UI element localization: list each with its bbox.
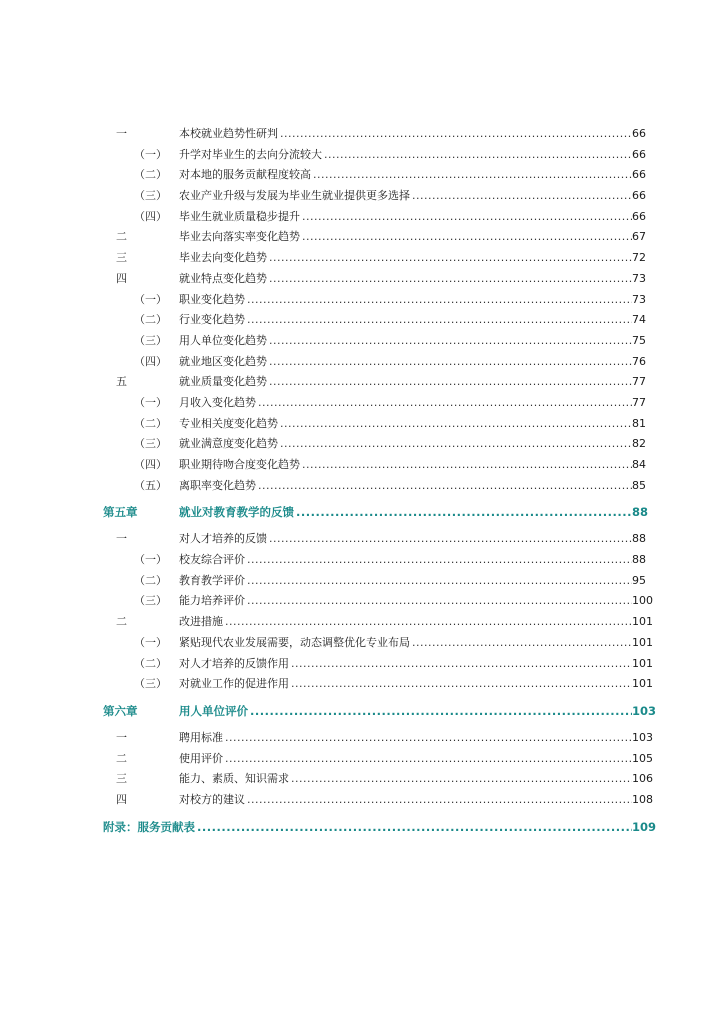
dot-leader bbox=[225, 749, 632, 770]
toc-entry-title-line bbox=[179, 290, 632, 311]
toc-entry-title: 能力、素质、知识需求 bbox=[179, 772, 289, 786]
toc-entry-title-line bbox=[179, 269, 632, 290]
toc-entry[interactable] bbox=[0, 499, 724, 526]
toc-entry-title: 对本地的服务贡献程度较高 bbox=[179, 168, 311, 182]
toc-entry-title: 对校方的建议 bbox=[179, 792, 245, 806]
toc-entry-title-line bbox=[179, 248, 632, 269]
toc-entry-page: 88 bbox=[632, 532, 646, 546]
toc-entry-title: 升学对毕业生的去向分流较大 bbox=[179, 147, 322, 161]
toc-entry-number: （一） bbox=[134, 635, 167, 649]
dot-leader bbox=[291, 654, 632, 675]
toc-entry-title-line bbox=[179, 227, 632, 248]
toc-entry[interactable] bbox=[0, 728, 724, 749]
toc-entry-number: 五 bbox=[116, 375, 127, 389]
toc-entry[interactable] bbox=[0, 352, 724, 373]
toc-entry-page: 100 bbox=[632, 594, 653, 608]
toc-entry-page: 73 bbox=[632, 292, 646, 306]
toc-entry-page: 95 bbox=[632, 573, 646, 587]
toc-entry-title-line bbox=[179, 499, 632, 526]
toc-entry-title: 月收入变化趋势 bbox=[179, 395, 256, 409]
toc-entry-number: （四） bbox=[134, 354, 167, 368]
toc-entry-number: 二 bbox=[116, 751, 127, 765]
toc-entry-page: 84 bbox=[632, 458, 646, 471]
toc-entry[interactable] bbox=[0, 124, 724, 145]
toc-entry-title: 农业产业升级与发展为毕业生就业提供更多选择 bbox=[179, 189, 410, 203]
dot-leader bbox=[247, 290, 632, 311]
toc-entry-title-line bbox=[179, 571, 632, 592]
toc-entry-number: 二 bbox=[116, 230, 127, 244]
toc-entry-title: 对就业工作的促进作用 bbox=[179, 677, 289, 691]
toc-entry-title: 紧贴现代农业发展需要，动态调整优化专业布局 bbox=[179, 635, 410, 649]
toc-entry-number: 第五章 bbox=[103, 505, 138, 520]
toc-entry-page: 66 bbox=[632, 189, 646, 203]
toc-entry-title: 改进措施 bbox=[179, 615, 223, 629]
toc-entry-title-line bbox=[179, 165, 632, 186]
toc-entry-page: 73 bbox=[632, 271, 646, 285]
toc-entry-title-line bbox=[179, 372, 632, 393]
toc-entry-number: （一） bbox=[134, 292, 167, 306]
toc-entry-number: 四 bbox=[116, 792, 127, 806]
toc-entry[interactable] bbox=[0, 633, 724, 654]
toc-entry-number: （二） bbox=[134, 416, 167, 430]
toc-entry-number: （二） bbox=[134, 313, 167, 327]
toc-entry-title-line bbox=[179, 186, 632, 207]
toc-entry[interactable] bbox=[0, 698, 724, 725]
dot-leader bbox=[313, 165, 632, 186]
toc-entry-title: 本校就业趋势性研判 bbox=[179, 127, 278, 140]
toc-entry-number: 第六章 bbox=[103, 703, 138, 718]
toc-entry-page: 85 bbox=[632, 478, 646, 492]
dot-leader bbox=[269, 529, 632, 550]
toc-entry-title: 校友综合评价 bbox=[179, 553, 245, 567]
toc-entry-title: 专业相关度变化趋势 bbox=[179, 416, 278, 430]
toc-entry-number: 三 bbox=[116, 251, 127, 265]
toc-entry[interactable] bbox=[0, 248, 724, 269]
dot-leader bbox=[269, 352, 632, 373]
toc-entry-page: 106 bbox=[632, 772, 653, 786]
toc-entry-number: （二） bbox=[134, 656, 167, 670]
toc-entry-title-line bbox=[179, 529, 632, 550]
toc-entry-title-line bbox=[179, 207, 632, 228]
toc-entry-title: 用人单位评价 bbox=[179, 703, 248, 718]
toc-entry-page: 103 bbox=[632, 730, 653, 744]
toc-entry[interactable] bbox=[0, 414, 724, 435]
dot-leader bbox=[258, 476, 632, 497]
toc-entry-title-line bbox=[179, 455, 632, 476]
toc-entry-title: 行业变化趋势 bbox=[179, 313, 245, 327]
toc-entry-title-line bbox=[179, 550, 632, 571]
toc-entry-page: 103 bbox=[632, 703, 657, 718]
toc-entry[interactable] bbox=[0, 612, 724, 633]
toc-entry-title: 用人单位变化趋势 bbox=[179, 333, 267, 347]
dot-leader bbox=[302, 455, 632, 476]
toc-entry[interactable] bbox=[0, 227, 724, 248]
toc-entry-page: 75 bbox=[632, 333, 646, 347]
toc-entry-title: 离职率变化趋势 bbox=[179, 478, 256, 492]
toc-entry-title-line bbox=[179, 310, 632, 331]
toc-entry-title: 职业期待吻合度变化趋势 bbox=[179, 458, 300, 471]
toc-entry-page: 76 bbox=[632, 354, 646, 368]
toc-entry[interactable] bbox=[0, 571, 724, 592]
toc-entry-number: （三） bbox=[134, 333, 167, 347]
toc-entry[interactable] bbox=[0, 331, 724, 352]
toc-entry[interactable] bbox=[0, 550, 724, 571]
dot-leader bbox=[280, 434, 632, 455]
toc-entry-title-line bbox=[179, 698, 632, 725]
dot-leader bbox=[225, 728, 632, 749]
toc-entry[interactable] bbox=[0, 455, 724, 476]
toc-entry-page: 67 bbox=[632, 230, 646, 244]
toc-entry-page: 101 bbox=[632, 635, 653, 649]
toc-entry-number: （五） bbox=[134, 478, 167, 492]
dot-leader bbox=[269, 269, 632, 290]
toc-entry-page: 101 bbox=[632, 656, 653, 670]
toc-entry-page: 77 bbox=[632, 395, 646, 409]
toc-entry[interactable] bbox=[0, 290, 724, 311]
toc-entry-title-line bbox=[179, 434, 632, 455]
toc-entry[interactable] bbox=[0, 769, 724, 790]
toc-entry-number: （三） bbox=[134, 677, 167, 691]
dot-leader bbox=[291, 769, 632, 790]
toc-entry-page: 88 bbox=[632, 553, 646, 567]
toc-entry-number: （二） bbox=[134, 573, 167, 587]
dot-leader bbox=[269, 331, 632, 352]
dot-leader bbox=[247, 790, 632, 811]
dot-leader bbox=[247, 310, 632, 331]
toc-entry-title: 毕业去向变化趋势 bbox=[179, 251, 267, 265]
toc-entry-number: 二 bbox=[116, 615, 127, 629]
toc-entry-title-line bbox=[179, 145, 632, 166]
toc-entry-number: （一） bbox=[134, 553, 167, 567]
dot-leader bbox=[247, 591, 632, 612]
toc-entry-title-line bbox=[179, 393, 632, 414]
dot-leader bbox=[291, 674, 632, 695]
dot-leader bbox=[324, 145, 632, 166]
dot-leader bbox=[197, 814, 632, 841]
toc-entry[interactable] bbox=[0, 393, 724, 414]
toc-entry-title: 对人才培养的反馈 bbox=[179, 532, 267, 546]
toc-entry-title: 毕业去向落实率变化趋势 bbox=[179, 230, 300, 244]
toc-entry-title: 就业地区变化趋势 bbox=[179, 354, 267, 368]
toc-entry-number: （一） bbox=[134, 147, 167, 161]
dot-leader bbox=[302, 207, 632, 228]
dot-leader bbox=[280, 414, 632, 435]
toc-entry-title-line bbox=[179, 591, 632, 612]
toc-entry-page: 74 bbox=[632, 313, 646, 327]
toc-entry[interactable] bbox=[0, 310, 724, 331]
toc-entry-number: （三） bbox=[134, 594, 167, 608]
toc-entry-page: 77 bbox=[632, 375, 646, 389]
toc-entry-number: 一 bbox=[116, 532, 127, 546]
toc-entry[interactable] bbox=[0, 165, 724, 186]
toc-entry[interactable] bbox=[0, 790, 724, 811]
toc-entry-page: 105 bbox=[632, 751, 653, 765]
toc-entry-title-line bbox=[179, 124, 632, 145]
toc-entry-page: 66 bbox=[632, 147, 646, 161]
toc-entry[interactable] bbox=[0, 654, 724, 675]
toc-entry-title-line bbox=[179, 612, 632, 633]
dot-leader bbox=[269, 248, 632, 269]
dot-leader bbox=[412, 186, 632, 207]
dot-leader bbox=[302, 227, 632, 248]
toc-entry-title: 职业变化趋势 bbox=[179, 292, 245, 306]
toc-entry[interactable] bbox=[0, 529, 724, 550]
toc-entry-page: 66 bbox=[632, 127, 646, 140]
toc-entry-title: 就业特点变化趋势 bbox=[179, 271, 267, 285]
dot-leader bbox=[247, 571, 632, 592]
toc-entry-number: （三） bbox=[134, 189, 167, 203]
toc-entry-title-line bbox=[179, 414, 632, 435]
toc-entry-title-line bbox=[179, 331, 632, 352]
toc-entry-page: 66 bbox=[632, 209, 646, 223]
toc-entry[interactable] bbox=[0, 591, 724, 612]
dot-leader bbox=[225, 612, 632, 633]
toc-entry-title: 使用评价 bbox=[179, 751, 223, 765]
dot-leader bbox=[269, 372, 632, 393]
toc-entry[interactable] bbox=[0, 814, 724, 841]
toc-entry-number: 三 bbox=[116, 772, 127, 786]
toc-entry-title-line bbox=[179, 654, 632, 675]
toc-entry[interactable] bbox=[0, 476, 724, 497]
toc-entry[interactable] bbox=[0, 674, 724, 695]
toc-entry-number: 一 bbox=[116, 730, 127, 744]
toc-entry-page: 109 bbox=[632, 819, 657, 834]
dot-leader bbox=[280, 124, 632, 145]
toc-entry-title: 聘用标准 bbox=[179, 730, 223, 744]
toc-entry-number: 四 bbox=[116, 271, 127, 285]
toc-entry[interactable] bbox=[0, 145, 724, 166]
toc-entry-page: 101 bbox=[632, 677, 653, 691]
dot-leader bbox=[412, 633, 632, 654]
toc-entry-page: 82 bbox=[632, 437, 646, 451]
toc-entry-title: 教育教学评价 bbox=[179, 573, 245, 587]
toc-entry-page: 88 bbox=[632, 505, 649, 520]
toc-entry-title-line bbox=[179, 476, 632, 497]
toc-entry-number: （三） bbox=[134, 437, 167, 451]
toc-entry-title-line bbox=[179, 352, 632, 373]
toc-entry[interactable] bbox=[0, 269, 724, 290]
toc-entry-title-line bbox=[179, 790, 632, 811]
toc-entry-title-line bbox=[103, 814, 632, 841]
toc-entry-title: 就业对教育教学的反馈 bbox=[179, 505, 294, 520]
toc-entry-number: （二） bbox=[134, 168, 167, 182]
dot-leader bbox=[250, 698, 632, 725]
toc-entry-title-line bbox=[179, 728, 632, 749]
table-of-contents bbox=[0, 124, 724, 841]
toc-entry-title: 就业质量变化趋势 bbox=[179, 375, 267, 389]
toc-entry-title-line bbox=[179, 769, 632, 790]
toc-entry-number: （一） bbox=[134, 395, 167, 409]
toc-entry[interactable] bbox=[0, 186, 724, 207]
dot-leader bbox=[258, 393, 632, 414]
toc-entry-title-line bbox=[179, 674, 632, 695]
toc-entry-number: （四） bbox=[134, 209, 167, 223]
toc-entry-page: 81 bbox=[632, 416, 646, 430]
toc-entry-number: （四） bbox=[134, 458, 167, 471]
toc-entry-number: 一 bbox=[116, 127, 127, 140]
toc-entry-page: 66 bbox=[632, 168, 646, 182]
toc-entry-title: 能力培养评价 bbox=[179, 594, 245, 608]
dot-leader bbox=[296, 499, 632, 526]
toc-entry-page: 72 bbox=[632, 251, 646, 265]
toc-entry-page: 108 bbox=[632, 792, 653, 806]
toc-entry[interactable] bbox=[0, 749, 724, 770]
toc-entry-page: 101 bbox=[632, 615, 653, 629]
toc-entry-title: 对人才培养的反馈作用 bbox=[179, 656, 289, 670]
toc-entry-title: 就业满意度变化趋势 bbox=[179, 437, 278, 451]
toc-entry-title-line bbox=[179, 633, 632, 654]
toc-entry-title: 毕业生就业质量稳步提升 bbox=[179, 209, 300, 223]
toc-entry[interactable] bbox=[0, 434, 724, 455]
toc-entry[interactable] bbox=[0, 207, 724, 228]
toc-entry-title: 附录：服务贡献表 bbox=[103, 819, 195, 834]
toc-entry-title-line bbox=[179, 749, 632, 770]
dot-leader bbox=[247, 550, 632, 571]
toc-entry[interactable] bbox=[0, 372, 724, 393]
